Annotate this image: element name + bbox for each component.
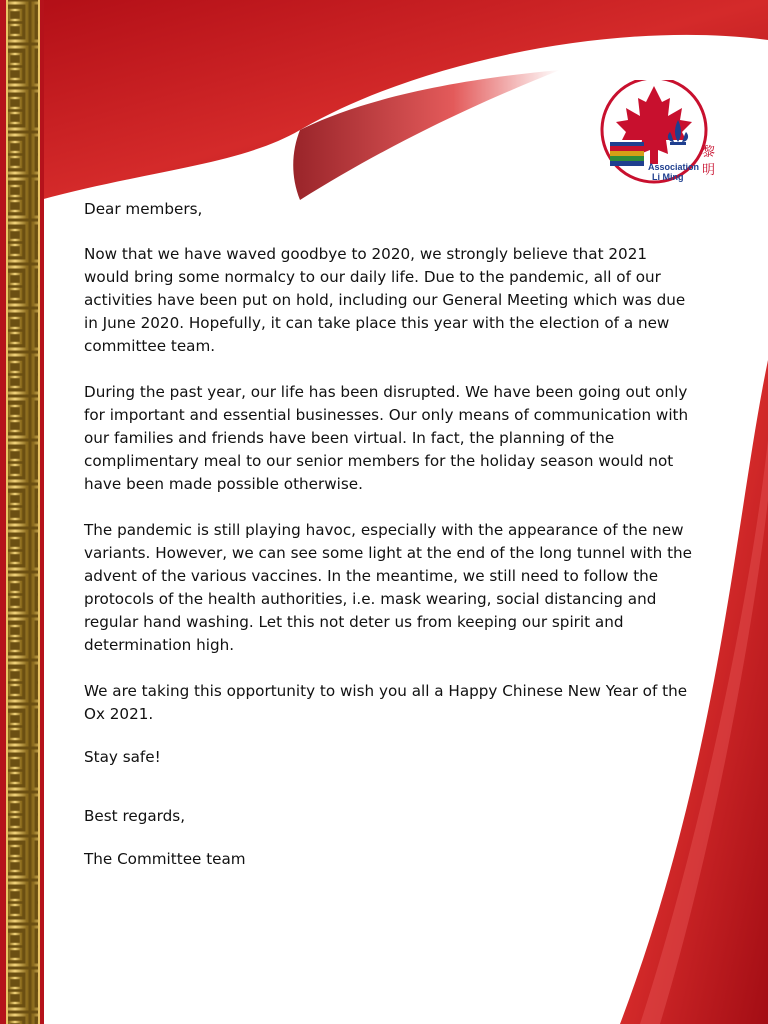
logo-text-association: Association — [648, 162, 700, 172]
logo-chinese-char-2: 明 — [702, 163, 716, 178]
gold-lattice-border — [0, 0, 44, 1024]
letter-paragraph-4: We are taking this opportunity to wish you all a Happy Chinese New Year of the Ox 2021. — [84, 682, 688, 723]
letter-body — [84, 198, 694, 871]
letter-stay-safe: Stay safe! — [84, 748, 161, 766]
logo-chinese-char-1: 黎 — [702, 145, 716, 160]
letter-greeting: Dear members, — [84, 200, 203, 218]
logo-text-li-ming: Li Ming — [652, 172, 684, 182]
letter-signature: The Committee team — [84, 850, 246, 868]
letter-paragraph-2: During the past year, our life has been disrupted. We have been going out only for important and essential businesses. Our only means of communication with our families and friends have been virtual. In fact, the planning of the complimentary meal to our senior members for the holiday season would not have been made possible otherwise. — [84, 383, 689, 493]
letter-closing: Best regards, — [84, 807, 186, 825]
letter-paragraph-1: Now that we have waved goodbye to 2020, we strongly believe that 2021 would bring some normalcy to our daily life. Due to the pandemic, all of our activities have been put on hold, including our General Meeting which was due in June 2020. Hopefully, it can take place this year with the election of a new committee team. — [84, 245, 686, 355]
lattice-pattern — [0, 0, 44, 1024]
letter-paragraph-3: The pandemic is still playing havoc, especially with the appearance of the new variants. However, we can see some light at the end of the long tunnel with the advent of the various vaccines. In the meantime, we still need to follow the protocols of the health authorities, i.e. mask wearing, social distancing and regular hand washing. Let this not deter us from keeping our spirit and determination high. — [84, 521, 693, 654]
association-li-ming-logo — [596, 80, 728, 190]
